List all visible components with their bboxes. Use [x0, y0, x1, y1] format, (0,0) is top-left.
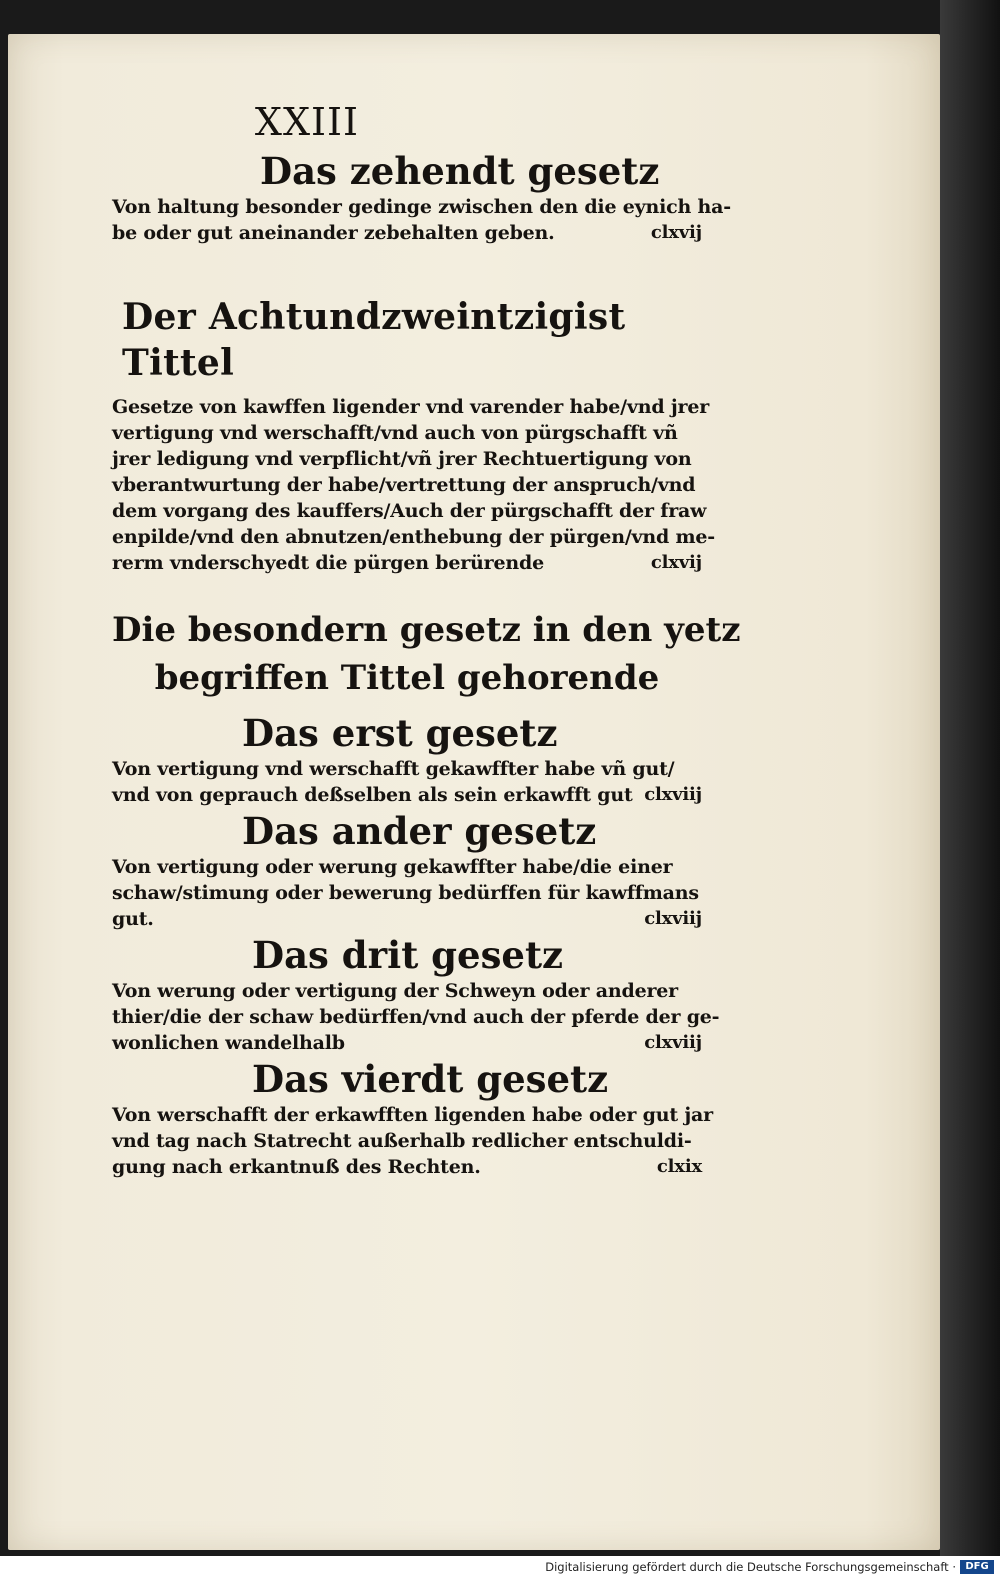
text-line: Von haltung besonder gedinge zwischen den die eynich ha- — [112, 196, 731, 218]
text-line: dem vorgang des kauffers/Auch der pürgschafft der fraw — [112, 500, 707, 522]
title-28-block — [112, 294, 715, 576]
law-block-3 — [112, 932, 720, 1056]
law-heading: Das zehendt gesetz — [260, 149, 660, 193]
text-line-with-ref — [112, 220, 702, 246]
law-heading: Das drit gesetz — [252, 933, 564, 977]
text-line: be oder gut aneinander zebehalten geben. — [112, 222, 555, 244]
text-line: Von werschafft der erkawfften ligenden habe oder gut jar — [112, 1104, 713, 1126]
law-block-10 — [112, 148, 731, 246]
text-line: Von werung oder vertigung der Schweyn oder anderer — [112, 980, 678, 1002]
text-line: schaw/stimung oder bewerung bedürffen für kawffmans — [112, 882, 699, 904]
text-line: vnd tag nach Statrecht außerhalb redlicher entschuldi- — [112, 1130, 692, 1152]
law-block-2 — [112, 808, 702, 932]
text-line: Gesetze von kawffen ligender vnd varender habe/vnd jrer — [112, 396, 710, 418]
folio-reference: clxvij — [650, 222, 702, 243]
text-line: thier/die der schaw bedürffen/vnd auch der pferde der ge- — [112, 1006, 720, 1028]
folio-reference: clxviij — [644, 784, 702, 805]
law-heading: Das ander gesetz — [242, 809, 597, 853]
folio-reference: clxix — [656, 1156, 702, 1177]
book-cover-edge — [940, 0, 1000, 1556]
folio-reference: clxvij — [650, 552, 702, 573]
footer-bar — [0, 1556, 1000, 1578]
text-line-with-ref — [112, 1030, 702, 1056]
law-block-4 — [112, 1056, 713, 1180]
text-line: Von vertigung oder werung gekawffter habe/die einer — [112, 856, 673, 878]
section-heading — [112, 606, 741, 702]
text-line-with-ref — [112, 550, 702, 576]
folio-reference: clxviij — [644, 1032, 702, 1053]
title-heading: Der Achtundzweintzigist Tittel — [122, 296, 626, 384]
text-line: gung nach erkantnuß des Rechten. — [112, 1156, 481, 1178]
text-line-with-ref — [112, 906, 702, 932]
text-line: wonlichen wandelhalb — [112, 1032, 345, 1054]
text-line: Von vertigung vnd werschafft gekawffter habe vñ gut/ — [112, 758, 675, 780]
text-line-with-ref — [112, 1154, 702, 1180]
text-line-with-ref — [112, 782, 702, 808]
text-line: jrer ledigung vnd verpflicht/vñ jrer Rechtuertigung von — [112, 448, 692, 470]
page-content — [112, 100, 741, 1180]
funding-notice: Digitalisierung gefördert durch die Deutsche Forschungsgemeinschaft · — [545, 1560, 956, 1574]
law-block-1 — [112, 710, 702, 808]
law-heading: Das erst gesetz — [242, 711, 558, 755]
text-line: gut. — [112, 908, 154, 930]
section-heading-line: begriffen Tittel gehorende — [154, 658, 660, 698]
text-line: enpilde/vnd den abnutzen/enthebung der pürgen/vnd me- — [112, 526, 715, 548]
folio-number: XXIII — [254, 100, 360, 144]
text-line: vnd von geprauch deßselben als sein erkawfft gut — [112, 784, 633, 806]
text-line: rerm vnderschyedt die pürgen berürende — [112, 552, 544, 574]
text-line: vertigung vnd werschafft/vnd auch von pürgschafft vñ — [112, 422, 678, 444]
law-heading: Das vierdt gesetz — [252, 1057, 609, 1101]
text-line: vberantwurtung der habe/vertrettung der anspruch/vnd — [112, 474, 696, 496]
folio-reference: clxviij — [644, 908, 702, 929]
section-heading-line: Die besondern gesetz in den yetz — [112, 610, 741, 650]
dfg-logo: DFG — [960, 1560, 994, 1574]
